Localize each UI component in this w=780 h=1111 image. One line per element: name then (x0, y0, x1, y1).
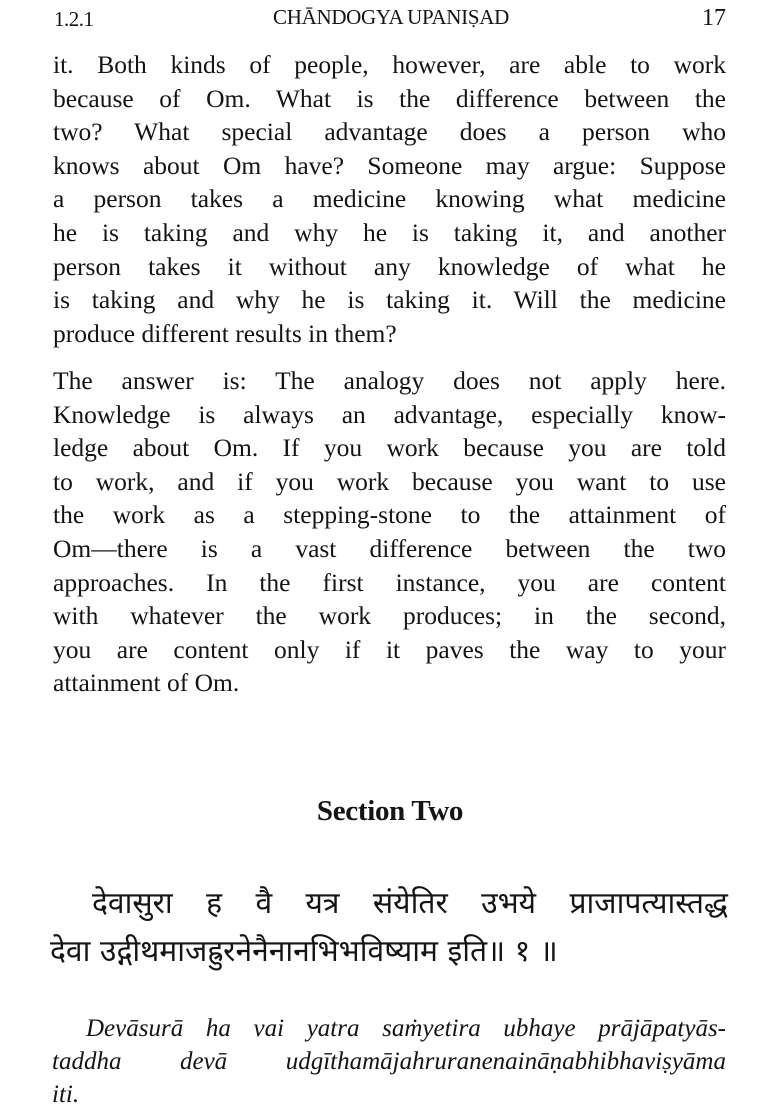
commentary-paragraph-2 (53, 364, 726, 700)
text-line: it. Both kinds of people, however, are able to work (53, 50, 726, 79)
verse-reference: 1.2.1 (54, 7, 94, 31)
text-line: with whatever the work produces; in the second, (53, 601, 726, 631)
text-line: produce different results in them? (53, 318, 397, 348)
text-line: a person takes a medicine knowing what medicine (53, 184, 726, 214)
commentary-paragraph-1 (53, 48, 726, 350)
text-line: the work as a stepping-stone to the attainment of (53, 500, 726, 530)
transliteration-line: taddha devā udgīthamājahruranenaināṇabhibhaviṣyāma (52, 1048, 726, 1075)
text-line: attainment of Om. (53, 668, 240, 698)
text-line: approaches. In the first instance, you are content (53, 567, 726, 597)
text-line: is taking and why he is taking it. Will the medicine (53, 285, 726, 315)
devanagari-line: देवा उद्गीथमाजह्रुरनेनैनानभिभविष्याम इति॥ १ ॥ (50, 934, 558, 969)
text-line: he is taking and why he is taking it, and another (53, 217, 726, 247)
text-line: two? What special advantage does a person who (53, 117, 726, 147)
text-line: Om—there is a vast difference between the two (53, 533, 726, 563)
text-line: Knowledge is always an advantage, especially know- (53, 399, 726, 429)
text-line: knows about Om have? Someone may argue: Suppose (53, 150, 726, 180)
section-heading: Section Two (316, 795, 464, 827)
text-line: The answer is: The analogy does not apply here. (53, 366, 726, 395)
text-line: person takes it without any knowledge of what he (53, 251, 726, 281)
page-number: 17 (702, 5, 726, 31)
devanagari-line: देवासुरा ह वै यत्र संयेतिर उभये प्राजापत्यास्तद्ध (92, 886, 728, 921)
text-line: ledge about Om. If you work because you are told (53, 433, 726, 463)
transliteration-line: Devāsurā ha vai yatra saṁyetira ubhaye prājāpatyās- (86, 1015, 726, 1042)
book-title: CHĀNDOGYA UPANIṢAD (273, 5, 509, 29)
text-line: because of Om. What is the difference between the (53, 83, 726, 113)
text-line: to work, and if you work because you want to use (53, 466, 726, 496)
transliteration-line: iti. (52, 1081, 80, 1108)
transliteration (52, 1012, 726, 1111)
running-head (54, 5, 726, 35)
sanskrit-verse (50, 880, 728, 976)
text-line: you are content only if it paves the way to your (53, 634, 726, 664)
